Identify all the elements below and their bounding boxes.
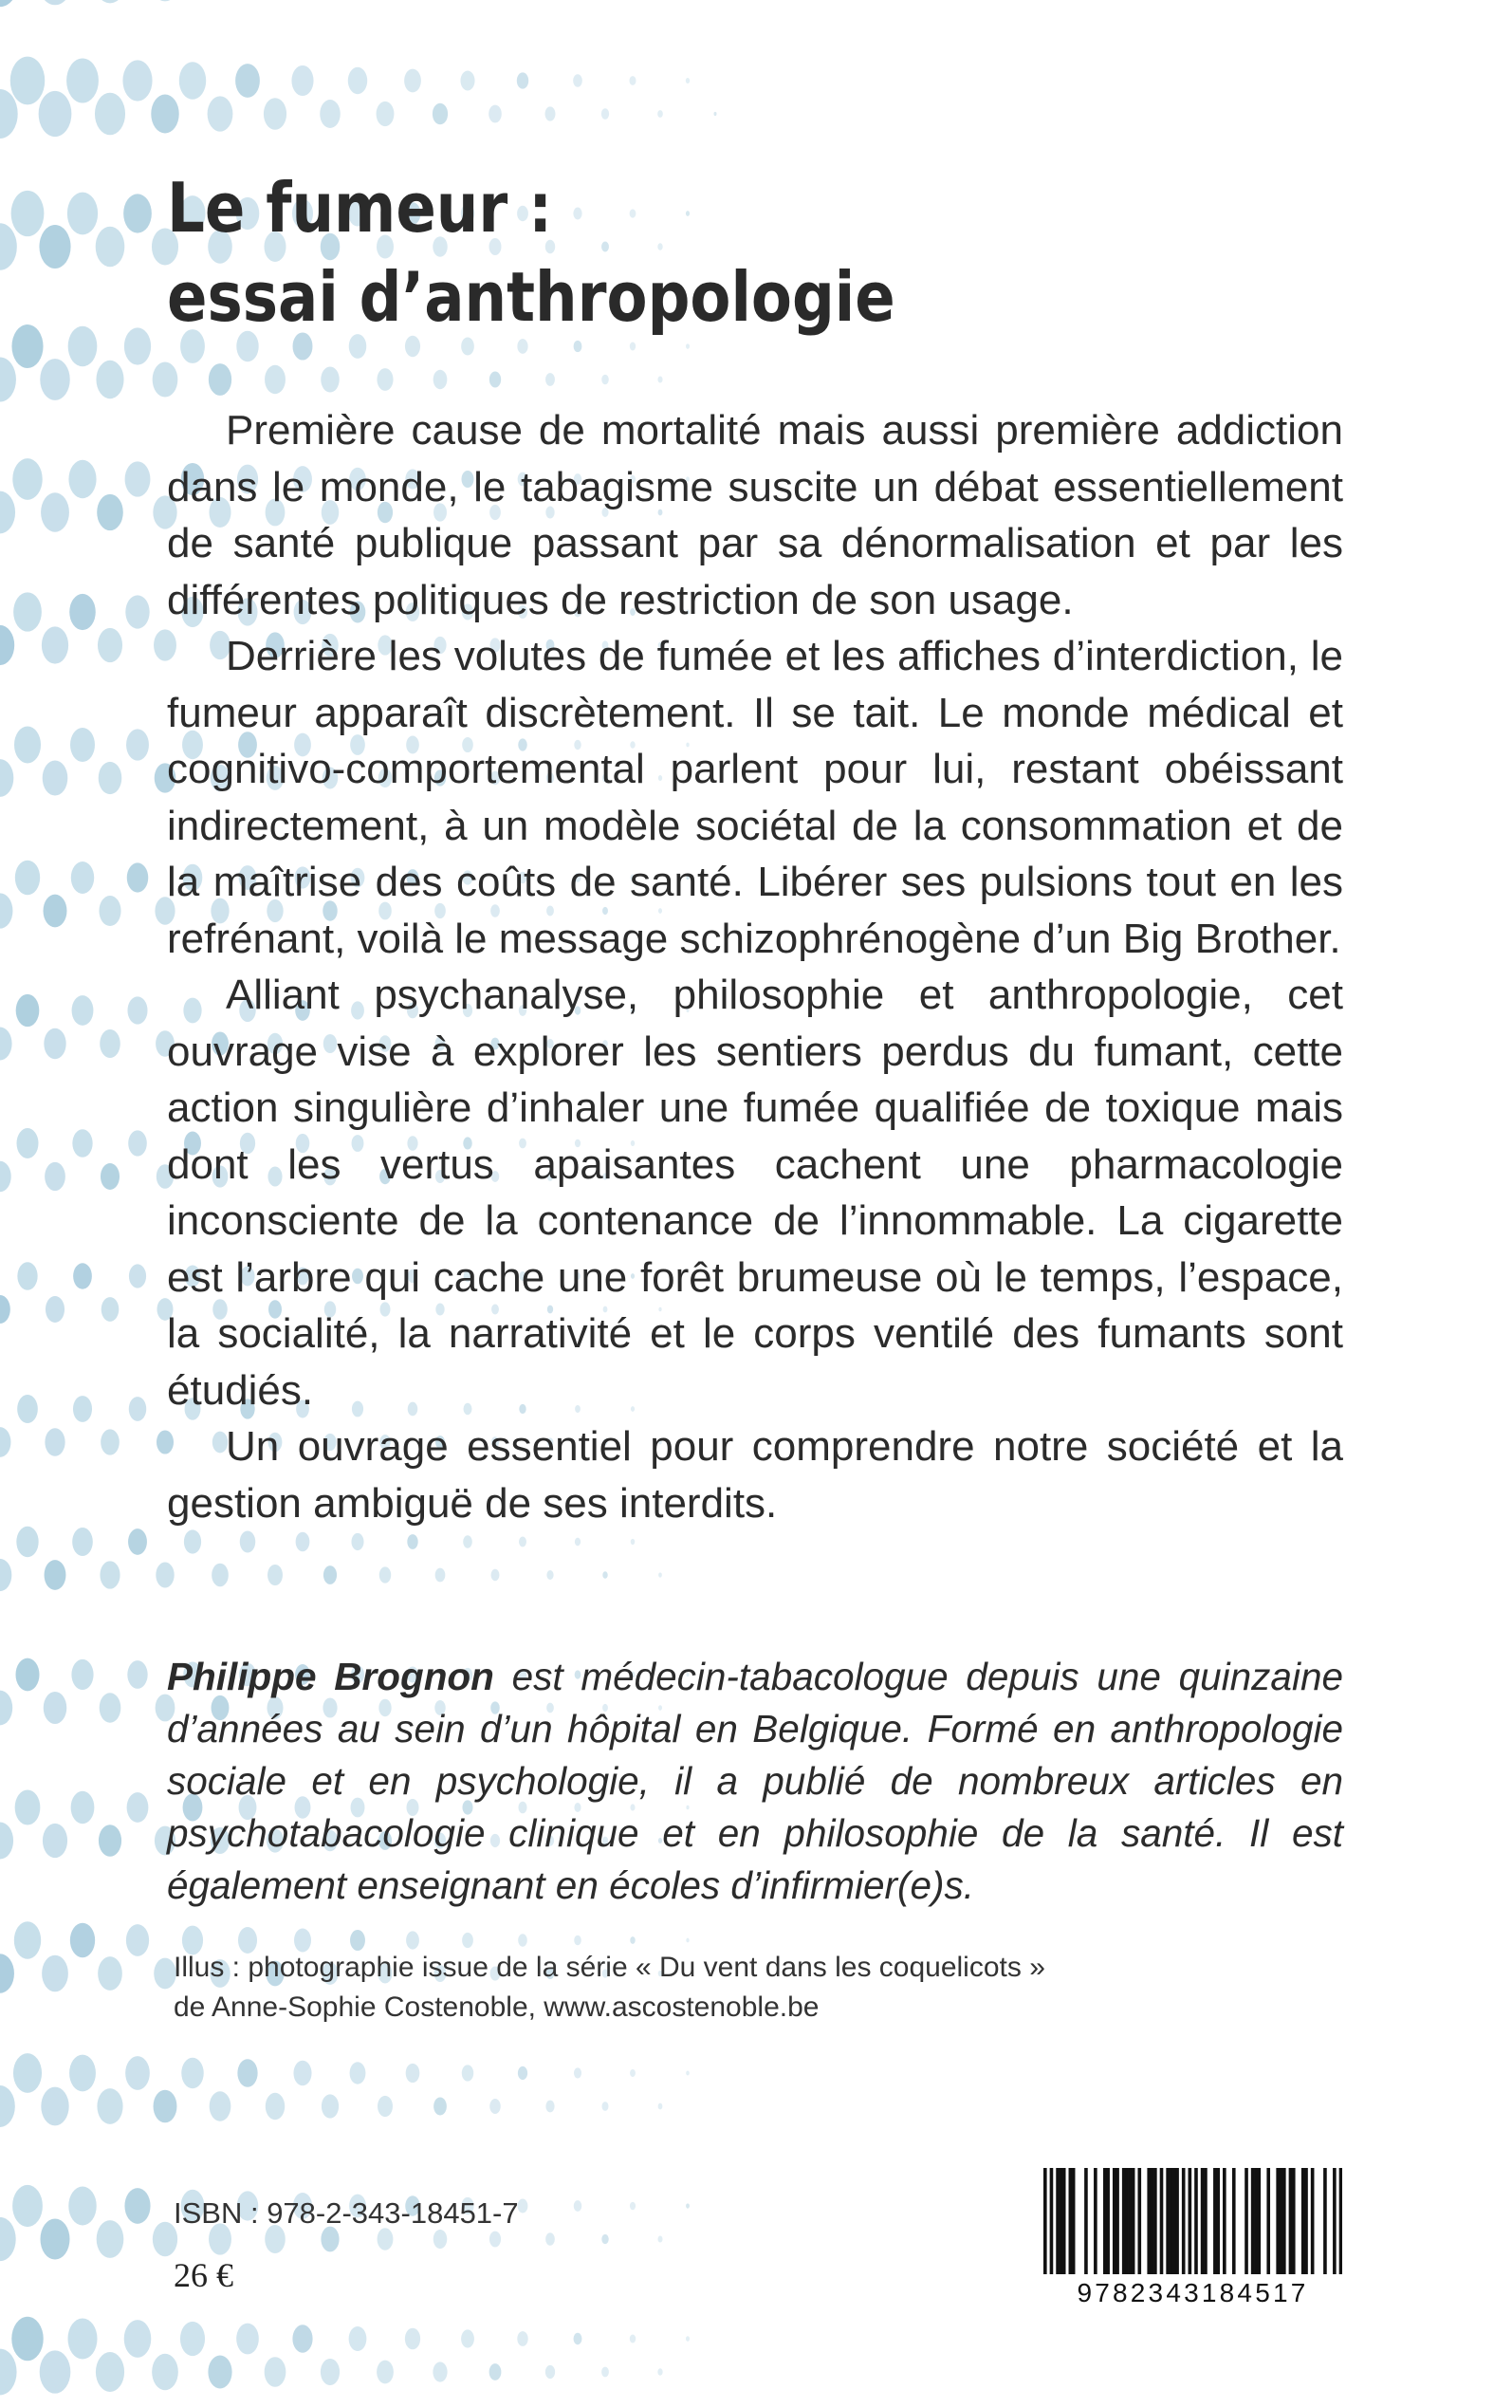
- background-dot: [657, 110, 663, 118]
- barcode-bar: [1339, 2168, 1342, 2274]
- background-dot: [574, 1936, 581, 1946]
- background-dot: [657, 2235, 662, 2242]
- background-dot: [69, 2055, 96, 2092]
- title-line-1: Le fumeur :: [167, 168, 553, 248]
- barcode-bar: [1170, 2168, 1173, 2274]
- background-dot: [630, 1936, 635, 1944]
- background-dot: [0, 893, 12, 928]
- background-dot: [378, 2228, 394, 2250]
- author-bio-text: est médecin-tabacologue depuis une quinzaine d’années au sein d’un hôpital en Belgique. Formé en anthropologie sociale et en psychologie, il a publié de nombreux articles en psychotabacologie clinique et en philosophie de la santé. Il est également enseignant en écoles d’infirmier(e)s.: [167, 1655, 1344, 1907]
- background-dot: [127, 1792, 149, 1823]
- background-dot: [13, 2053, 42, 2093]
- barcode-bar: [1282, 2168, 1286, 2274]
- background-dot: [101, 1163, 120, 1190]
- background-dot: [433, 2230, 447, 2249]
- background-dot: [545, 2365, 555, 2379]
- barcode-bar: [1103, 2168, 1107, 2274]
- background-dot: [40, 359, 69, 400]
- background-dot: [98, 628, 122, 662]
- background-dot: [601, 2102, 608, 2111]
- background-dot: [68, 2187, 96, 2226]
- background-dot: [97, 494, 123, 530]
- background-dot: [128, 1528, 147, 1555]
- background-dot: [489, 371, 501, 387]
- summary-paragraph-4: Un ouvrage essentiel pour comprendre notre société et la gestion ambiguë de ses interdits.: [167, 1423, 1343, 1527]
- barcode-bar: [1194, 2168, 1198, 2274]
- background-dot: [208, 96, 233, 131]
- background-dot: [71, 861, 94, 894]
- background-dot: [66, 59, 99, 103]
- background-dot: [72, 1528, 93, 1556]
- background-dot: [630, 343, 636, 351]
- background-dot: [574, 2200, 581, 2212]
- illustration-credit: [174, 1948, 1122, 2028]
- barcode-bar: [1175, 2168, 1179, 2274]
- barcode-bar: [1116, 2168, 1119, 2274]
- background-dot: [320, 100, 341, 128]
- background-dot: [574, 341, 582, 352]
- background-dot: [601, 2367, 609, 2378]
- background-dot: [124, 2188, 150, 2224]
- barcode-bar: [1333, 2168, 1337, 2274]
- background-dot: [42, 626, 68, 663]
- background-dot: [96, 227, 125, 267]
- background-dot: [460, 71, 474, 91]
- background-dot: [46, 1296, 65, 1323]
- background-dot: [545, 106, 556, 120]
- author-name: Philippe Brognon: [167, 1655, 494, 1698]
- barcode-bar: [1189, 2168, 1192, 2274]
- background-dot: [545, 2101, 554, 2113]
- background-dot: [0, 1954, 14, 1993]
- background-dot: [574, 2067, 581, 2078]
- background-dot: [0, 1028, 12, 1061]
- background-dot: [156, 1563, 174, 1588]
- background-dot: [351, 1533, 363, 1550]
- background-dot: [99, 1825, 121, 1857]
- background-dot: [95, 93, 125, 136]
- background-dot: [322, 2094, 339, 2118]
- background-dot: [658, 1572, 662, 1577]
- background-dot: [0, 1559, 11, 1591]
- background-dot: [67, 193, 98, 235]
- background-dot: [686, 343, 690, 349]
- background-dot: [67, 2318, 97, 2359]
- barcode: [1043, 2168, 1342, 2310]
- background-dot: [518, 1934, 527, 1946]
- background-dot: [126, 1924, 149, 1956]
- background-dot: [124, 2320, 152, 2358]
- background-dot: [489, 2363, 502, 2380]
- background-dot: [601, 108, 609, 120]
- background-dot: [125, 2056, 150, 2090]
- barcode-bars: [1043, 2168, 1342, 2282]
- background-dot: [517, 72, 528, 88]
- title-line-2: essai d’anthropologie: [167, 257, 895, 337]
- barcode-bar: [1106, 2168, 1110, 2274]
- background-dot: [71, 1659, 93, 1690]
- barcode-bar: [1182, 2168, 1186, 2274]
- background-dot: [293, 2061, 311, 2085]
- barcode-bar: [1125, 2168, 1129, 2274]
- background-dot: [406, 2064, 420, 2083]
- background-dot: [14, 1921, 41, 1958]
- background-dot: [100, 1029, 120, 1058]
- background-dot: [407, 1534, 417, 1549]
- background-dot: [122, 60, 152, 101]
- background-dot: [125, 595, 149, 628]
- background-dot: [96, 2352, 124, 2392]
- background-dot: [377, 2361, 394, 2384]
- background-dot: [630, 2335, 636, 2343]
- barcode-bar: [1251, 2168, 1255, 2274]
- background-dot: [72, 1129, 92, 1158]
- background-dot: [350, 2062, 366, 2084]
- background-dot: [377, 102, 395, 126]
- background-dot: [70, 1923, 95, 1958]
- barcode-bar: [1072, 2168, 1076, 2274]
- background-dot: [212, 1564, 229, 1587]
- background-dot: [151, 95, 178, 134]
- background-dot: [98, 1956, 122, 1991]
- background-dot: [129, 1264, 146, 1287]
- background-dot: [152, 2354, 178, 2390]
- background-dot: [99, 762, 122, 794]
- barcode-digits: 9782343184517: [1077, 2278, 1309, 2307]
- background-dot: [630, 2069, 636, 2077]
- background-dot: [491, 1569, 500, 1581]
- background-dot: [489, 2232, 501, 2248]
- background-dot: [151, 0, 180, 1]
- barcode-bar: [1254, 2168, 1258, 2274]
- background-dot: [210, 2091, 231, 2121]
- background-dot: [44, 895, 67, 928]
- background-dot: [97, 2088, 122, 2124]
- credit-line-1: Illus : photographie issue de la série « Du vent dans les coquelicots »: [174, 1952, 1045, 1983]
- background-dot: [184, 1529, 201, 1553]
- background-dot: [41, 492, 69, 531]
- barcode-bar: [1129, 2168, 1133, 2274]
- background-dot: [208, 2356, 231, 2389]
- background-dot: [686, 2203, 690, 2208]
- background-dot: [574, 2333, 582, 2344]
- background-dot: [68, 326, 98, 367]
- background-dot: [291, 65, 313, 96]
- background-dot: [240, 1531, 255, 1553]
- background-dot: [99, 896, 120, 926]
- background-dot: [94, 0, 126, 3]
- background-dot: [518, 2066, 527, 2080]
- background-dot: [43, 1824, 67, 1858]
- background-dot: [686, 2336, 690, 2342]
- background-dot: [296, 1532, 310, 1552]
- background-dot: [128, 1130, 147, 1156]
- background-dot: [236, 2324, 259, 2355]
- background-dot: [0, 0, 19, 7]
- background-dot: [11, 324, 43, 368]
- background-dot: [0, 1691, 12, 1726]
- background-dot: [209, 363, 231, 396]
- background-dot: [70, 728, 95, 762]
- book-title: [167, 163, 1157, 342]
- background-dot: [39, 225, 70, 269]
- background-dot: [96, 361, 123, 398]
- background-dot: [68, 460, 96, 498]
- background-dot: [379, 1566, 391, 1583]
- background-dot: [601, 375, 609, 384]
- background-dot: [0, 1161, 11, 1192]
- background-dot: [0, 2217, 16, 2261]
- background-dot: [40, 2218, 69, 2259]
- background-dot: [461, 2329, 474, 2347]
- barcode-bar: [1257, 2168, 1261, 2274]
- background-dot: [100, 1561, 120, 1588]
- background-dot: [41, 2087, 68, 2126]
- background-dot: [181, 2058, 203, 2089]
- background-dot: [101, 1297, 120, 1322]
- background-dot: [433, 370, 448, 389]
- background-dot: [377, 368, 393, 391]
- barcode-bar: [1160, 2168, 1164, 2274]
- barcode-bar: [1232, 2168, 1236, 2274]
- background-dot: [265, 2357, 286, 2387]
- background-dot: [44, 1028, 65, 1059]
- background-dot: [15, 1789, 41, 1825]
- barcode-bar: [1084, 2168, 1088, 2274]
- barcode-bar: [1166, 2168, 1170, 2274]
- background-dot: [16, 994, 40, 1027]
- background-dot: [127, 1660, 147, 1689]
- background-dot: [519, 1536, 526, 1547]
- background-dot: [124, 327, 151, 364]
- background-dot: [321, 366, 340, 392]
- background-dot: [629, 76, 636, 85]
- barcode-bar: [1062, 2168, 1066, 2274]
- background-dot: [546, 1570, 553, 1580]
- background-dot: [0, 2349, 17, 2396]
- background-dot: [602, 1571, 607, 1579]
- background-dot: [71, 1791, 95, 1824]
- background-dot: [265, 365, 286, 394]
- background-dot: [545, 373, 555, 386]
- barcode-bar: [1137, 2168, 1141, 2274]
- barcode-bar: [1050, 2168, 1054, 2274]
- barcode-bar: [1147, 2168, 1151, 2274]
- background-dot: [518, 2198, 528, 2213]
- background-dot: [12, 458, 42, 500]
- background-dot: [15, 1658, 39, 1692]
- background-dot: [601, 2234, 608, 2244]
- isbn-text: ISBN : 978-2-343-18451-7: [174, 2196, 519, 2230]
- summary-paragraph-2: Derrière les volutes de fumée et les affiches d’interdiction, le fumeur apparaît discrètement. Il se tait. Le monde médical et cognitivo-comportemental parlent pour lui, restant obéissant indirectement, à un modèle sociétal de la consommation et de la maîtrise des coûts de santé. Libérer ses pulsions tout en les refrénant, voilà le message schizophrénogène d’un Big Brother.: [167, 633, 1343, 962]
- background-dot: [545, 2232, 555, 2246]
- background-dot: [154, 2090, 177, 2123]
- barcode-bar: [1201, 2168, 1205, 2274]
- background-dot: [264, 98, 286, 130]
- background-dot: [462, 2065, 473, 2081]
- background-dot: [686, 2070, 690, 2075]
- barcode-bar: [1113, 2168, 1116, 2274]
- background-dot: [16, 1527, 38, 1557]
- background-dot: [267, 1565, 283, 1585]
- background-dot: [180, 2322, 205, 2356]
- background-dot: [17, 1128, 39, 1158]
- background-dot: [0, 1822, 13, 1859]
- barcode-bar: [1204, 2168, 1208, 2274]
- barcode-bar: [1276, 2168, 1280, 2274]
- summary-paragraph-3: Alliant psychanalyse, philosophie et anthropologie, cet ouvrage vise à explorer les sentiers perdus du fumant, cette action singulière d’inhaler une fumée qualifiée de toxique mais dont les vertus apaisantes cachent une pharmacologie inconsciente de la contenance de l’innommable. La cigarette est l’arbre qui cache une forêt brumeuse où le temps, l’espace, la socialité, la narrativité et le corps ventilé des fumants sont étudiés.: [167, 972, 1343, 1414]
- background-dot: [433, 2097, 447, 2115]
- price-text: 26 €: [174, 2256, 233, 2294]
- background-dot: [17, 1262, 37, 1290]
- barcode-bar: [1132, 2168, 1135, 2274]
- background-dot: [235, 64, 260, 98]
- background-dot: [686, 78, 690, 83]
- background-dot: [0, 357, 16, 401]
- background-dot: [0, 223, 17, 269]
- background-dot: [463, 1535, 472, 1547]
- background-dot: [0, 491, 15, 534]
- background-dot: [0, 759, 13, 797]
- barcode-bar: [1289, 2168, 1293, 2274]
- background-dot: [12, 2185, 43, 2227]
- summary-paragraph-1: Première cause de mortalité mais aussi première addiction dans le monde, le tabagisme suscite un débat essentiellement de santé publique passant par sa dénormalisation et par les différentes politiques de restriction de son usage.: [167, 407, 1343, 623]
- background-dot: [45, 1162, 65, 1191]
- background-dot: [713, 112, 716, 116]
- background-dot: [44, 1692, 67, 1724]
- barcode-bar: [1153, 2168, 1157, 2274]
- background-dot: [129, 1397, 146, 1421]
- background-dot: [153, 361, 178, 397]
- barcode-bar: [1122, 2168, 1126, 2274]
- background-dot: [237, 2059, 257, 2087]
- background-dot: [72, 995, 94, 1026]
- barcode-bar: [1094, 2168, 1097, 2274]
- barcode-bar: [1301, 2168, 1305, 2274]
- barcode-bar: [1216, 2168, 1220, 2274]
- barcode-bar: [1043, 2168, 1047, 2274]
- background-dot: [686, 1938, 689, 1943]
- background-dot: [575, 1538, 581, 1547]
- barcode-bar: [1280, 2168, 1283, 2274]
- background-dot: [433, 103, 448, 125]
- background-dot: [573, 74, 582, 87]
- background-dot: [38, 0, 72, 5]
- background-dot: [126, 729, 149, 760]
- background-dot: [0, 2085, 15, 2127]
- credit-line-2: de Anne-Sophie Costenoble, www.ascostenoble.be: [174, 1991, 820, 2023]
- barcode-bar: [1172, 2168, 1176, 2274]
- background-dot: [349, 2326, 367, 2351]
- background-dot: [348, 67, 367, 94]
- barcode-bar: [1304, 2168, 1308, 2274]
- barcode-bar: [1056, 2168, 1060, 2274]
- background-dot: [462, 1933, 473, 1948]
- background-dot: [73, 1263, 92, 1288]
- summary-text: [167, 402, 1343, 1531]
- background-dot: [0, 1295, 10, 1324]
- barcode-bar: [1213, 2168, 1217, 2274]
- background-dot: [42, 1955, 68, 1992]
- background-dot: [657, 2368, 662, 2375]
- background-dot: [0, 625, 14, 665]
- background-dot: [97, 2220, 124, 2258]
- background-dot: [17, 1395, 38, 1423]
- barcode-bar: [1266, 2168, 1270, 2274]
- barcode-bar: [1245, 2168, 1248, 2274]
- background-dot: [40, 2350, 71, 2393]
- background-dot: [45, 1428, 65, 1456]
- background-dot: [45, 1560, 66, 1590]
- background-dot: [11, 2317, 43, 2361]
- background-dot: [127, 996, 147, 1024]
- background-dot: [11, 191, 45, 236]
- background-dot: [378, 2096, 393, 2117]
- background-dot: [39, 91, 72, 137]
- background-dot: [127, 862, 148, 892]
- background-dot: [266, 2093, 285, 2120]
- background-dot: [73, 1396, 92, 1422]
- background-dot: [0, 1427, 10, 1457]
- barcode-bar: [1060, 2168, 1063, 2274]
- background-dot: [125, 461, 151, 496]
- barcode-bar: [1311, 2168, 1315, 2274]
- background-dot: [406, 1931, 419, 1949]
- background-dot: [489, 105, 502, 123]
- author-bio: [167, 1651, 1343, 1912]
- background-dot: [69, 594, 96, 630]
- background-dot: [405, 2328, 420, 2350]
- background-dot: [658, 2103, 663, 2110]
- background-dot: [631, 1539, 636, 1545]
- background-dot: [630, 2202, 636, 2211]
- background-dot: [43, 761, 68, 796]
- background-dot: [14, 727, 41, 764]
- background-dot: [292, 2325, 312, 2352]
- barcode-bar: [1223, 2168, 1226, 2274]
- background-dot: [433, 2362, 447, 2381]
- background-dot: [323, 1565, 337, 1584]
- barcode-bar: [1323, 2168, 1327, 2274]
- background-dot: [13, 592, 42, 631]
- barcode-bar: [1292, 2168, 1296, 2274]
- background-dot: [657, 376, 662, 382]
- barcode-bar: [1069, 2168, 1073, 2274]
- background-dot: [101, 1429, 120, 1454]
- background-dot: [10, 57, 45, 105]
- barcode-bar: [1151, 2168, 1154, 2274]
- background-dot: [404, 69, 421, 93]
- background-dot: [100, 1693, 121, 1722]
- background-dot: [489, 2099, 500, 2114]
- background-dot: [517, 2331, 527, 2346]
- background-dot: [321, 2359, 340, 2385]
- background-dot: [179, 62, 206, 100]
- background-dot: [123, 194, 152, 232]
- background-dot: [15, 861, 40, 896]
- background-dot: [435, 1568, 446, 1583]
